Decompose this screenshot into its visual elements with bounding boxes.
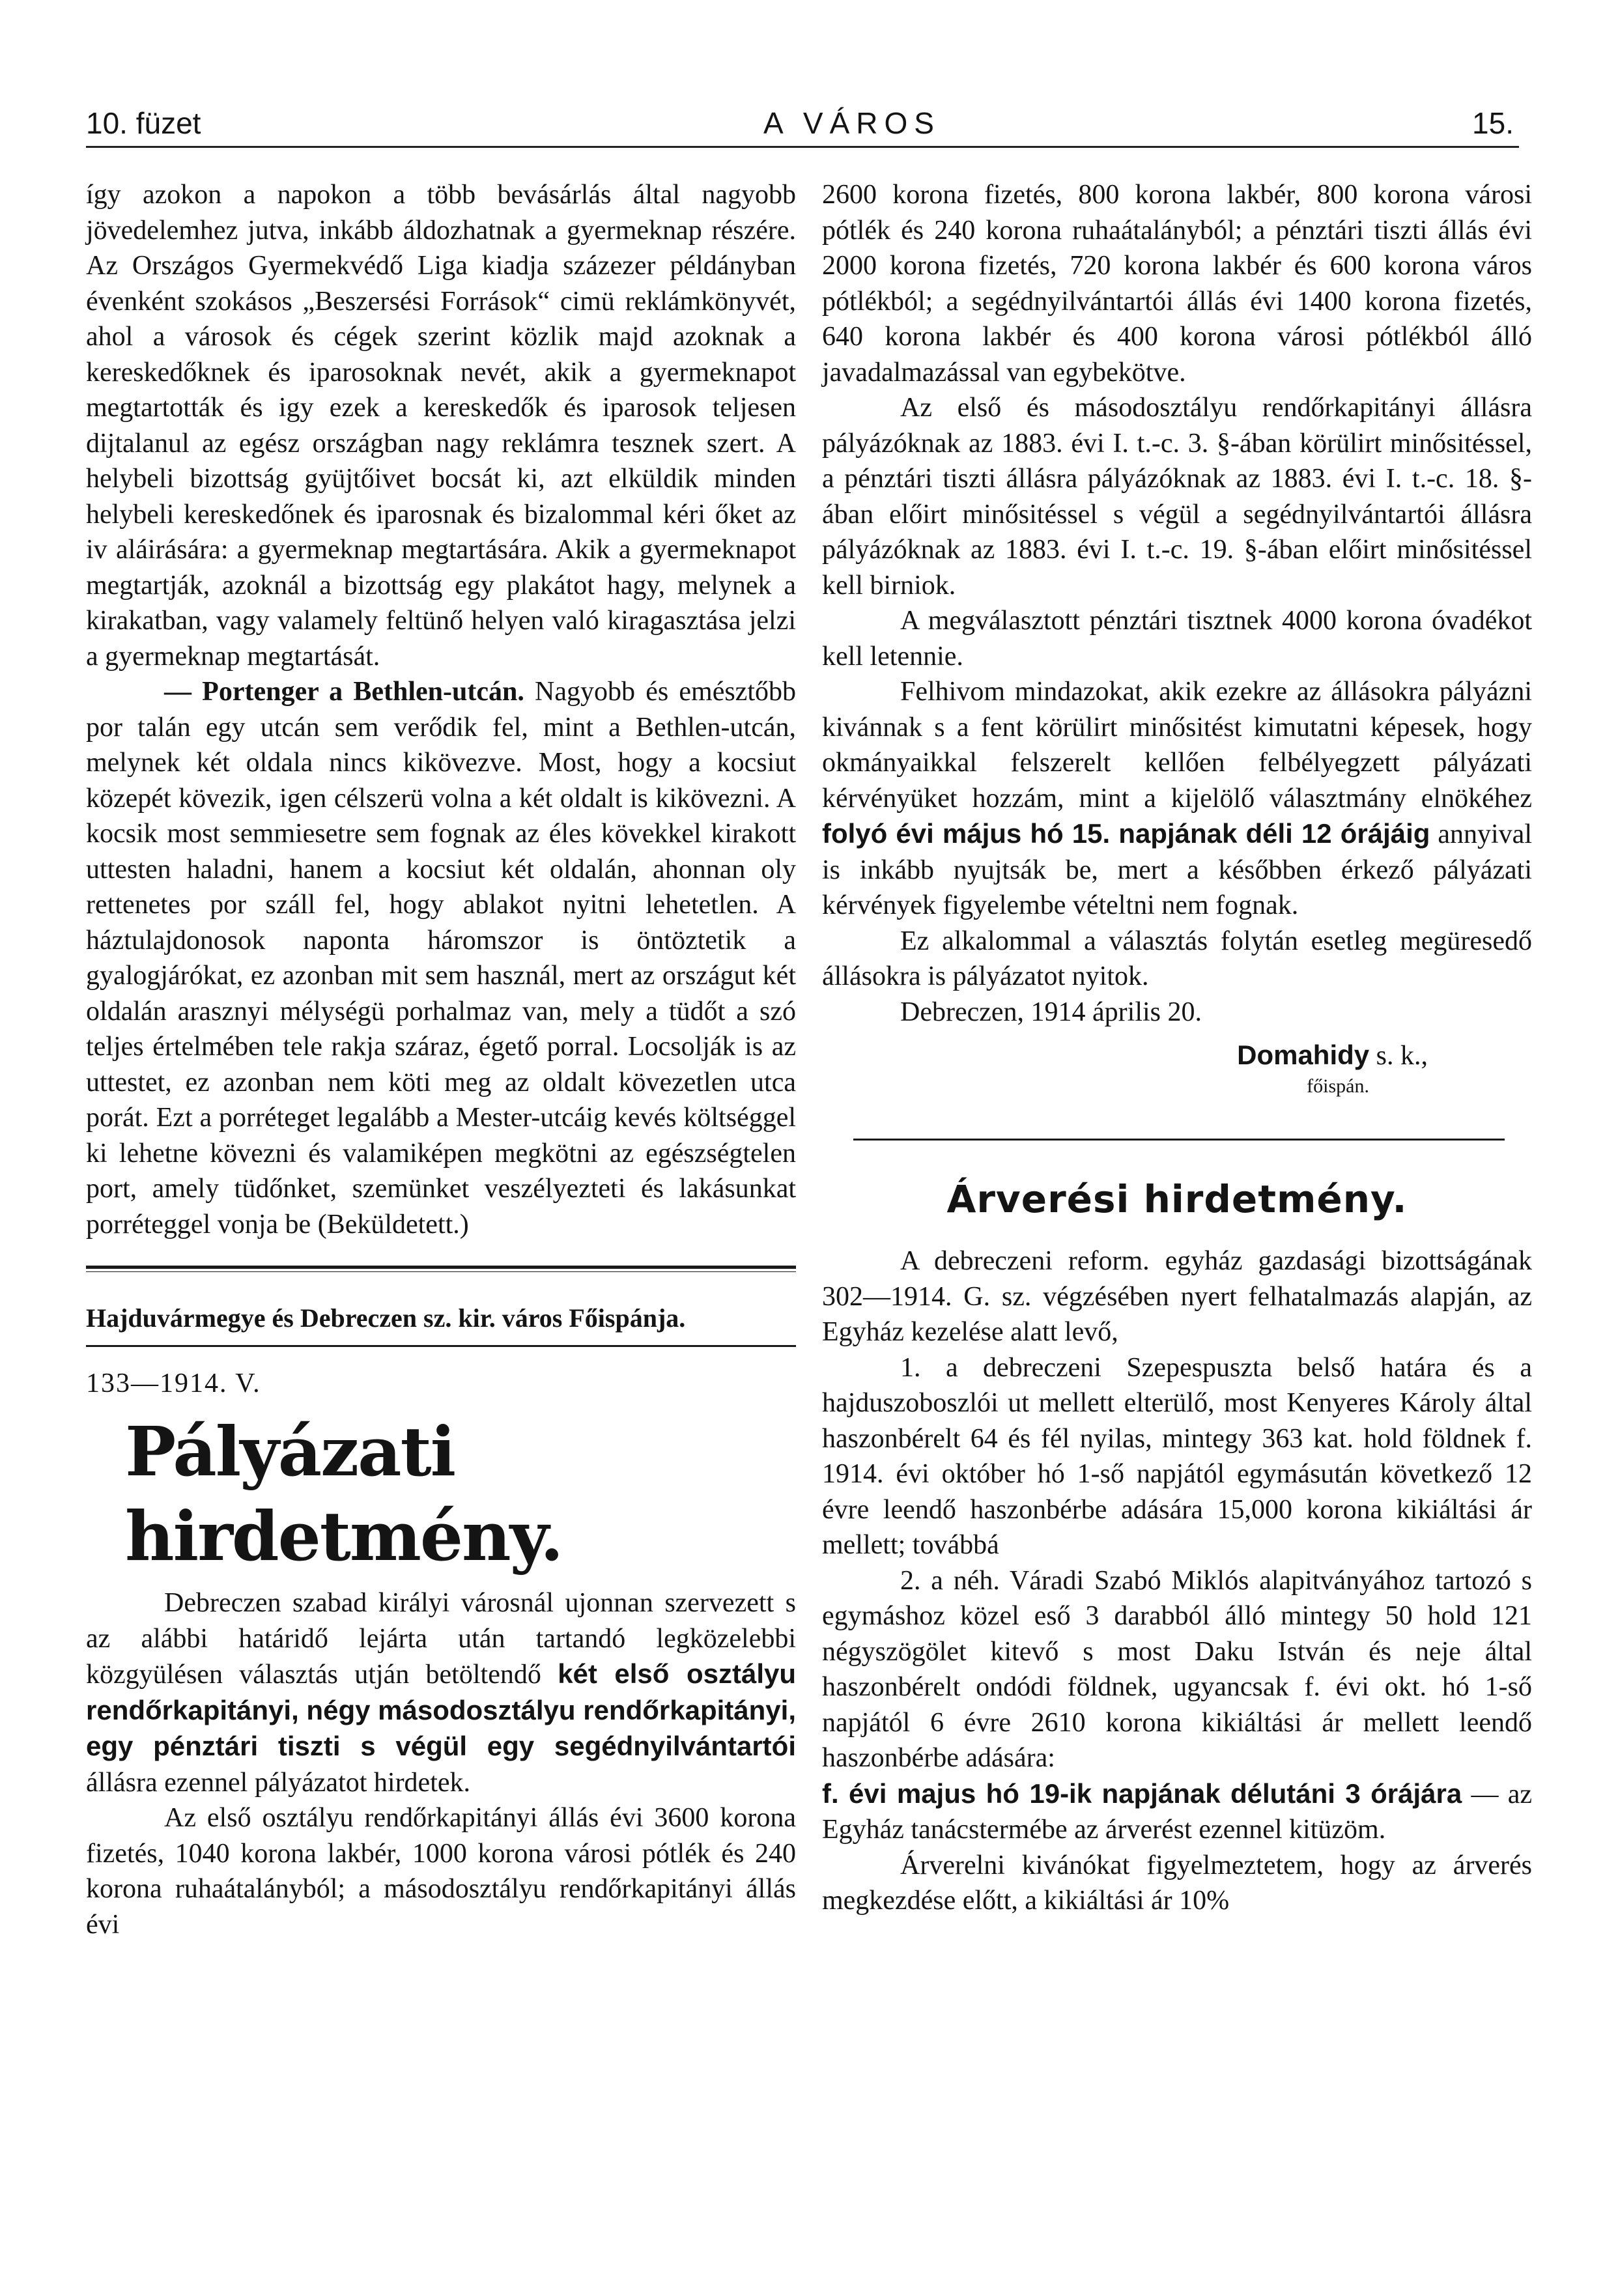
application-paragraph [822,674,1532,924]
issuing-office: Hajduvármegye és Debreczen sz. kir. város Főispánja. [86,1303,686,1333]
auction-intro: A debreczeni reform. egyház gazdasági bizottságának 302—1914. G. sz. végzésében nyert felhatalmazás alapján, az Egyház kezelése alatt levő, [822,1246,1532,1347]
header-rule [86,146,1519,148]
section-separator [86,1266,796,1272]
right-column [822,177,1532,1919]
signer-suffix: s. k., [1369,1041,1428,1071]
signer-role: főispán. [1307,1075,1369,1097]
notice-intro-tail: állásra ezennel pályázatot hirdetek. [86,1767,471,1798]
notice-positions: két első osztályu rendőrkapitányi, négy másodosztályu rendőrkapitányi, egy pénztári tiszti s végül egy segédnyilvántartói [86,1658,796,1761]
application-tail: annyival is inkább nyujtsák be, mert a későbben érkező pályázati kérvények figyelembe vételtni nem fognak. [822,819,1532,920]
auction-date-tail: — az Egyház tanácstermébe az árverést ezennel kitüzöm. [822,1779,1532,1845]
auction-item-2: 2. a néh. Váradi Szabó Miklós alapitványához tartozó s egymáshoz közel eső 3 darabból álló mintegy 50 hold 121 négyszögölet kitevő s most Daku István és neje által haszonbérelt ondódi földnek, ugyancsak f. évi okt. hó 1-ső napjától 6 évre 2610 korona kikiáltási ár mellett leendő haszonbérbe adására: [822,1565,1532,1773]
qualification-paragraph: Az első és másodosztályu rendőrkapitányi állásra pályázóknak az 1883. évi I. t.-c. 3. §-ában körülirt minősitéssel, a pénztári tiszti állásra pályázóknak az 1883. évi I. t.-c. 18. §-ában előirt minősitéssel s végül a segédnyilvántartói állásra pályázóknak az 1883. évi I. t.-c. 19. §-ában előirt minősitéssel kell birniok. [822,393,1532,601]
notice-intro [86,1585,796,1800]
salary-continuation: 2600 korona fizetés, 800 korona lakbér, 800 korona városi pótlék és 240 korona ruhaátalányból; a pénztári tiszti állás évi 2000 korona fizetés, 720 korona lakbér és 600 korona város pótlékból; a segédnyilvántartói állás évi 1400 korona fizetés, 640 korona lakbér és 400 korona városi pótlékból álló javadalmazással van egybekötve. [822,180,1532,388]
vacancy-paragraph: Ez alkalommal a választás folytán esetleg megüresedő állásokra is pályázatot nyitok. [822,926,1532,991]
notice-title: Pályázati hirdetmény. [125,1411,563,1576]
auction-title: Árverési hirdetmény. [946,1177,1408,1221]
left-column [86,177,796,1942]
auction-date-bold: f. évi majus hó 19-ik napjának délutáni 3 órájára [822,1778,1462,1809]
auction-warning: Árverelni kivánókat figyelmeztetem, hogy az árverés megkezdése előtt, a kikiáltási ár 10% [822,1850,1532,1916]
portenger-text: Nagyobb és emésztőbb por talán egy utcán sem verődik fel, mint a Bethlen-utcán, melynek két oldala nincs kikövezve. Most, hogy a kocsiut közepét kövezik, igen célszerü volna a két oldalt is kikövezni. A kocsik most semmiesetre sem fognak az éles kövekkel kirakott uttesten haladni, hanem a kocsiut két oldalán, ahonnan oly rettenetes por száll fel, hogy ablakot nyitni lehetetlen. A háztulajdonosok naponta háromszor is öntöztetik a gyalogjárókat, ez azonban mit sem használ, mert az országut két oldalán arasznyi mélységü porhalmaz van, mely a tüdőt a szó teljes értelmében tele rakja száraz, égető porral. Locsolják is az uttestet, ez azonban nem köti meg az oldalt kövezetlen utca porát. Ezt a porréteget legalább a Mester-utcáig kevés költséggel ki lehetne kövezni és valamiképen megkötni az egészségtelen port, amely tüdőnket, szemünket veszélyezteti és lakásunkat porréteggel vonja be (Beküldetett.) [86,677,796,1240]
issue-label: 10. füzet [86,106,201,140]
deposit-paragraph: A megválasztott pénztári tisztnek 4000 korona óvadékot kell letennie. [822,606,1532,672]
application-deadline: folyó évi május hó 15. napjának déli 12 órájáig [822,818,1430,849]
auction-separator [853,1139,1505,1141]
dateline: Debreczen, 1914 április 20. [900,997,1202,1027]
portenger-paragraph [86,674,796,1242]
portenger-heading: — Portenger a Bethlen-utcán. [164,677,524,707]
reference-number: 133—1914. V. [86,1368,261,1398]
signer-name: Domahidy [1237,1040,1370,1070]
notice-intro-text: Debreczen szabad királyi városnál ujonnan szervezett s az alábbi határidő lejárta után tartandó legközelebbi közgyülésen választás utján betöltendő [86,1588,796,1690]
salary-paragraph: Az első osztályu rendőrkapitányi állás évi 3600 korona fizetés, 1040 korona lakbér, 1000 korona városi pótlék és 240 korona ruhaátalányból; a másodosztályu rendőrkapitányi állás évi [86,1803,796,1940]
signature [822,1038,1532,1073]
children-day-paragraph: így azokon a napokon a több bevásárlás által nagyobb jövedelemhez jutva, inkább áldozhatnak a gyermeknap részére. Az Országos Gyermekvédő Liga kiadja százezer példányban évenként szokásos „Beszersési Források“ cimü reklámkönyvét, ahol a városok és cégek szerint közlik majd azoknak a kereskedőknek és iparosoknak nevét, akik a gyermeknapot megtartották és igy ezek a kereskedők és iparosok teljesen dijtalanul az egész országban nagy reklámra tesznek szert. A helybeli bizottság gyüjtőivet bocsát ki, azt elküldik minden helybeli kereskedőnek és iparosnak és bizalommal kéri őket az iv aláirására: a gyermeknap megtartására. Akik a gyermeknapot megtartják, azoknál a bizottság egy plakátot hagy, melynek a kirakatban, vagy valamely feltünő helyen való kiragasztása jelzi a gyermeknap megtartását. [86,180,796,672]
auction-date [822,1776,1532,1848]
auction-item-1: 1. a debreczeni Szepespuszta belső határa és a hajduszoboszlói ut mellett elterülő, most Kenyeres Károly által haszonbérelt 64 és fél nyilas, mintegy 363 kat. hold földnek f. 1914. évi október hó 1-ső napjától egymásután következő 12 évre leendő haszonbérbe adására 15,000 korona kikiáltási ár mellett; továbbá [822,1352,1532,1560]
publication-title: A VÁROS [763,106,941,140]
page-number: 15. [1472,106,1514,140]
office-rule [86,1345,796,1347]
application-text: Felhivom mindazokat, akik ezekre az állásokra pályázni kivánnak s a fent körülirt minősitést kimutatni képesek, hogy okmányaikkal felszerelt kellően felbélyegzett pályázati kérvényüket hozzám, mint a kijelölő választmány elnökéhez [822,677,1532,814]
page-header [86,98,1519,143]
